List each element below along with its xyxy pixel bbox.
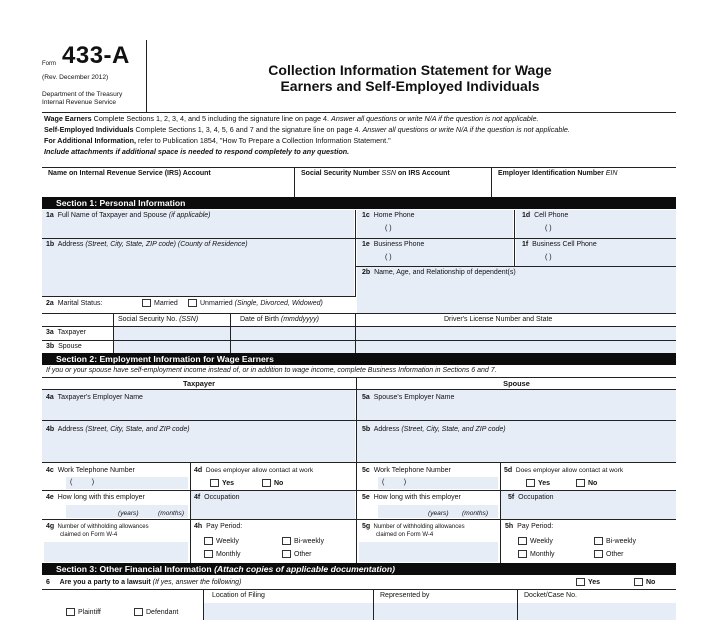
attachments-instruction: Include attachments if additional space is needed to respond completely to any question. — [44, 147, 350, 156]
taxpayer-ssn-input[interactable] — [114, 327, 230, 340]
spouse-contact-yes[interactable] — [526, 479, 550, 488]
taxpayer-biweekly-label: Bi-weekly — [294, 537, 324, 545]
docket-case-header: Docket/Case No. — [524, 592, 577, 599]
spouse-weekly-box[interactable] — [518, 537, 527, 545]
s2-row-rule-4 — [42, 519, 676, 520]
account-ein-label-italic: EIN — [605, 170, 618, 177]
spouse-months-label: (months) — [462, 510, 489, 517]
lawsuit-no-box[interactable] — [634, 578, 643, 586]
additional-info-instruction — [44, 136, 676, 145]
section-3-title: Section 3: Other Financial Information — [56, 564, 212, 574]
field-2a-number: 2a — [46, 300, 54, 307]
taxpayer-work-phone-label — [46, 467, 135, 476]
taxpayer-other-box[interactable] — [282, 550, 291, 558]
lawsuit-yes-checkbox[interactable] — [576, 578, 600, 587]
header-bottom-rule — [42, 112, 676, 113]
field-5a-number: 5a — [362, 394, 370, 401]
taxpayer-contact-no[interactable] — [262, 479, 283, 488]
unmarried-checkbox-box[interactable] — [188, 299, 197, 307]
dob-column-italic: (mmddyyyy) — [280, 316, 319, 323]
field-4a-number: 4a — [46, 394, 54, 401]
field-4h-text: Pay Period: — [206, 523, 243, 530]
field-1f-number: 1f — [522, 241, 529, 248]
lawsuit-yes-label: Yes — [588, 578, 601, 586]
field-1d-text: Cell Phone — [534, 212, 569, 219]
represented-by-header: Represented by — [380, 592, 430, 599]
field-4h-number: 4h — [194, 523, 203, 530]
field-5h-number: 5h — [505, 523, 514, 530]
taxpayer-biweekly-box[interactable] — [282, 537, 291, 545]
taxpayer-employer-address-label — [46, 426, 190, 435]
spouse-dl-input[interactable] — [356, 341, 676, 353]
account-ssn-label — [301, 170, 450, 179]
form-title-line-2: Earners and Self-Employed Individuals — [280, 78, 540, 94]
taxpayer-pay-period-label — [194, 523, 242, 532]
married-checkbox-label: Married — [154, 299, 178, 307]
business-cell-phone-label — [522, 241, 597, 250]
spouse-how-long-label — [362, 494, 461, 503]
field-1c-text: Home Phone — [373, 212, 415, 219]
defendant-box[interactable] — [134, 608, 143, 616]
section-2-header: Section 2: Employment Information for Wage Earners — [42, 353, 676, 365]
field-5e-number: 5e — [362, 494, 370, 501]
taxpayer-withholding-input[interactable] — [44, 542, 188, 562]
location-of-filing-input[interactable] — [204, 603, 373, 620]
account-ein-label-text: Employer Identification Number — [498, 170, 604, 177]
field-1a-italic: (if applicable) — [168, 212, 211, 219]
wage-earners-text: Complete Sections 1, 2, 3, 4, and 5 including the signature line on page 4. — [93, 114, 330, 123]
field-5g-text-2: claimed on Form W-4 — [376, 531, 434, 538]
field-2a-text: Marital Status: — [57, 300, 103, 307]
field-4b-text: Address — [57, 426, 84, 433]
s1-row-rule-4 — [42, 313, 676, 314]
spouse-withholding-input[interactable] — [359, 542, 498, 562]
section-1-header: Section 1: Personal Information — [42, 197, 676, 209]
s2-row-rule-2 — [42, 462, 676, 463]
dob-column-text: Date of Birth — [240, 316, 279, 323]
spouse-dob-input[interactable] — [231, 341, 355, 353]
spouse-ssn-input[interactable] — [114, 341, 230, 353]
taxpayer-work-phone-parens: ( ) — [70, 479, 95, 486]
s1-col-divider-1 — [355, 210, 356, 296]
spouse-biweekly-checkbox[interactable] — [594, 537, 636, 546]
address-label — [46, 241, 248, 250]
spouse-monthly-box[interactable] — [518, 550, 527, 558]
spouse-work-phone-parens: ( ) — [382, 479, 407, 486]
field-5b-number: 5b — [362, 426, 371, 433]
field-1b-text: Address — [57, 241, 84, 248]
spouse-work-phone-label — [362, 467, 451, 476]
spouse-employer-name-label — [362, 394, 454, 403]
account-ein-label — [498, 170, 617, 179]
self-employed-italic: Answer all questions or write N/A if the question is not applicable. — [362, 125, 570, 134]
account-name-field[interactable] — [42, 168, 294, 196]
spouse-row-label — [46, 343, 82, 352]
spouse-monthly-checkbox[interactable] — [518, 550, 555, 559]
taxpayer-contact-yes-label: Yes — [222, 479, 235, 487]
unmarried-checkbox-italic: (Single, Divorced, Widowed) — [234, 299, 323, 307]
spouse-weekly-label: Weekly — [530, 537, 553, 545]
spouse-pay-period-label — [505, 523, 553, 532]
self-employed-label: Self-Employed Individuals — [44, 125, 134, 134]
field-4b-number: 4b — [46, 426, 55, 433]
field-4d-text: Does employer allow contact at work — [205, 467, 314, 474]
taxpayer-column-heading: Taxpayer — [183, 379, 215, 388]
section-3-title-italic: (Attach copies of applicable documentation) — [214, 564, 396, 574]
field-5b-text: Address — [373, 426, 400, 433]
header-divider — [146, 40, 147, 112]
department-line-2: Internal Revenue Service — [42, 99, 117, 106]
lawsuit-question — [46, 579, 241, 588]
dob-column-header — [240, 316, 319, 325]
field-4a-text: Taxpayer's Employer Name — [57, 394, 143, 401]
spouse-biweekly-label: Bi-weekly — [606, 537, 636, 545]
wage-earners-italic: Answer all questions or write N/A if the question is not applicable. — [331, 114, 539, 123]
s2-note-rule — [42, 377, 676, 378]
ssn-column-text: Social Security No. — [118, 316, 178, 323]
dependents-label — [362, 269, 516, 278]
defendant-checkbox[interactable] — [134, 608, 178, 617]
taxpayer-dl-input[interactable] — [356, 327, 676, 340]
spouse-column-heading: Spouse — [503, 379, 530, 388]
field-4d-number: 4d — [194, 467, 203, 474]
taxpayer-months-label: (months) — [158, 510, 185, 517]
business-phone-parens: ( ) — [385, 254, 392, 261]
taxpayer-years-label: (years) — [118, 510, 139, 517]
field-4f-text: Occupation — [204, 494, 240, 501]
spouse-contact-no-box[interactable] — [576, 479, 585, 487]
field-1d-number: 1d — [522, 212, 531, 219]
taxpayer-weekly-box[interactable] — [204, 537, 213, 545]
full-name-label — [46, 212, 211, 221]
taxpayer-contact-yes-box[interactable] — [210, 479, 219, 487]
taxpayer-dob-input[interactable] — [231, 327, 355, 340]
account-ssn-label-italic: SSN — [381, 170, 396, 177]
field-4c-text: Work Telephone Number — [57, 467, 135, 474]
field-5c-text: Work Telephone Number — [373, 467, 451, 474]
field-3b-text: Spouse — [58, 343, 82, 350]
additional-info-text: refer to Publication 1854, "How To Prepare a Collection Information Statement." — [137, 136, 391, 145]
wage-earners-instruction — [44, 114, 676, 123]
spouse-contact-question — [504, 467, 623, 476]
defendant-label: Defendant — [146, 608, 179, 616]
taxpayer-withholding-label — [46, 523, 149, 539]
field-1b-number: 1b — [46, 241, 55, 248]
field-5g-number: 5g — [362, 523, 371, 530]
plaintiff-checkbox[interactable] — [66, 608, 101, 617]
self-employed-instruction — [44, 125, 676, 134]
represented-by-input[interactable] — [374, 603, 517, 620]
instructions — [44, 114, 676, 156]
department-line-1: Department of the Treasury — [42, 91, 123, 98]
form-prefix: Form — [42, 61, 56, 67]
marital-status-label — [46, 300, 102, 309]
spouse-withholding-label — [362, 523, 465, 539]
taxpayer-biweekly-checkbox[interactable] — [282, 537, 324, 546]
field-4g-number: 4g — [46, 523, 55, 530]
s1-row-rule-3 — [42, 296, 356, 297]
field-5d-number: 5d — [504, 467, 513, 474]
spouse-years-label: (years) — [428, 510, 449, 517]
spouse-contact-yes-box[interactable] — [526, 479, 535, 487]
s3-row-rule-1 — [42, 589, 676, 590]
field-4e-text: How long with this employer — [57, 494, 145, 501]
spouse-contact-yes-label: Yes — [538, 479, 551, 487]
spouse-contact-no-label: No — [588, 479, 598, 487]
form-revision: (Rev. December 2012) — [42, 74, 109, 81]
taxpayer-contact-question — [194, 467, 313, 476]
ssn-column-header — [118, 316, 198, 325]
account-ssn-label-text: Social Security Number — [301, 170, 380, 177]
field-5b-italic: (Street, City, State, and ZIP code) — [401, 426, 506, 433]
spouse-occupation-label — [508, 494, 554, 503]
lawsuit-no-label: No — [646, 578, 656, 586]
field-4f-number: 4f — [194, 494, 201, 501]
taxpayer-weekly-label: Weekly — [216, 537, 239, 545]
spouse-employer-address-label — [362, 426, 506, 435]
married-checkbox-box[interactable] — [142, 299, 151, 307]
field-1e-number: 1e — [362, 241, 370, 248]
field-1e-text: Business Phone — [373, 241, 425, 248]
lawsuit-no-checkbox[interactable] — [634, 578, 655, 587]
field-4g-text-2: claimed on Form W-4 — [60, 531, 118, 538]
account-ssn-label-suffix: on IRS Account — [397, 170, 450, 177]
taxpayer-occupation-label — [194, 494, 240, 503]
taxpayer-contact-no-box[interactable] — [262, 479, 271, 487]
section-2-note: If you or your spouse have self-employment income instead of, or in addition to wage income, complete Business Information in Sections 6 and 7. — [46, 367, 497, 374]
spouse-other-label: Other — [606, 550, 624, 558]
spouse-other-checkbox[interactable] — [594, 550, 624, 559]
field-2b-number: 2b — [362, 269, 371, 276]
taxpayer-weekly-checkbox[interactable] — [204, 537, 239, 546]
plaintiff-label: Plaintiff — [78, 608, 101, 616]
field-4g-text-1: Number of withholding allowances — [57, 524, 149, 530]
self-employed-text: Complete Sections 1, 3, 4, 5, 6 and 7 and the signature line on page 4. — [135, 125, 361, 134]
taxpayer-employer-name-label — [46, 394, 143, 403]
field-6-number: 6 — [46, 579, 50, 586]
spouse-biweekly-box[interactable] — [594, 537, 603, 545]
taxpayer-contact-no-label: No — [274, 479, 284, 487]
taxpayer-other-label: Other — [294, 550, 312, 558]
dl-column-header: Driver's License Number and State — [444, 316, 553, 323]
field-5a-text: Spouse's Employer Name — [373, 394, 455, 401]
field-1a-number: 1a — [46, 212, 54, 219]
account-ssn-field[interactable] — [295, 168, 491, 196]
form-id-block — [42, 40, 146, 112]
taxpayer-monthly-checkbox[interactable] — [204, 550, 241, 559]
field-1a-text: Full Name of Taxpayer and Spouse — [57, 212, 167, 219]
field-6-text: Are you a party to a lawsuit — [59, 579, 151, 586]
field-5f-text: Occupation — [518, 494, 554, 501]
business-cell-phone-parens: ( ) — [545, 254, 552, 261]
account-name-label: Name on Internal Revenue Service (IRS) Account — [48, 170, 211, 177]
field-4e-number: 4e — [46, 494, 54, 501]
account-ein-field[interactable] — [492, 168, 676, 196]
field-3b-number: 3b — [46, 343, 55, 350]
taxpayer-contact-yes[interactable] — [210, 479, 234, 488]
field-1c-number: 1c — [362, 212, 370, 219]
taxpayer-other-checkbox[interactable] — [282, 550, 312, 559]
spouse-weekly-checkbox[interactable] — [518, 537, 553, 546]
taxpayer-how-long-label — [46, 494, 145, 503]
cell-phone-label — [522, 212, 568, 221]
form-title — [150, 62, 670, 94]
section-3-header — [42, 563, 676, 575]
plaintiff-box[interactable] — [66, 608, 75, 616]
home-phone-label — [362, 212, 415, 221]
unmarried-checkbox[interactable] — [188, 299, 323, 308]
taxpayer-row-label — [46, 329, 86, 338]
field-2b-text: Name, Age, and Relationship of dependent(s) — [374, 269, 516, 276]
ssn-column-italic: (SSN) — [179, 316, 199, 323]
field-4c-number: 4c — [46, 467, 54, 474]
cell-phone-parens: ( ) — [545, 225, 552, 232]
taxpayer-monthly-label: Monthly — [216, 550, 241, 558]
field-1b-italic: (Street, City, State, ZIP code) (County of Residence) — [85, 241, 248, 248]
married-checkbox[interactable] — [142, 299, 178, 308]
spouse-other-box[interactable] — [594, 550, 603, 558]
field-1f-text: Business Cell Phone — [532, 241, 597, 248]
spouse-monthly-label: Monthly — [530, 550, 555, 558]
additional-info-label: For Additional Information, — [44, 136, 136, 145]
lawsuit-yes-box[interactable] — [576, 578, 585, 586]
wage-earners-label: Wage Earners — [44, 114, 92, 123]
business-phone-label — [362, 241, 424, 250]
field-5f-number: 5f — [508, 494, 515, 501]
home-phone-parens: ( ) — [385, 225, 392, 232]
field-5h-text: Pay Period: — [517, 523, 554, 530]
field-3a-number: 3a — [46, 329, 54, 336]
field-5c-number: 5c — [362, 467, 370, 474]
form-number: 433-A — [62, 42, 130, 69]
location-of-filing-header: Location of Filing — [212, 592, 265, 599]
field-3a-text: Taxpayer — [57, 329, 86, 336]
taxpayer-monthly-box[interactable] — [204, 550, 213, 558]
field-4b-italic: (Street, City, State, and ZIP code) — [85, 426, 190, 433]
field-5e-text: How long with this employer — [373, 494, 461, 501]
field-6-italic: (If yes, answer the following) — [152, 579, 242, 586]
spouse-contact-no[interactable] — [576, 479, 597, 488]
field-5g-text-1: Number of withholding allowances — [373, 524, 465, 530]
unmarried-checkbox-label: Unmarried — [200, 299, 233, 307]
docket-case-input[interactable] — [518, 603, 676, 620]
form-title-line-1: Collection Information Statement for Wage — [268, 62, 552, 78]
field-5d-text: Does employer allow contact at work — [515, 467, 624, 474]
